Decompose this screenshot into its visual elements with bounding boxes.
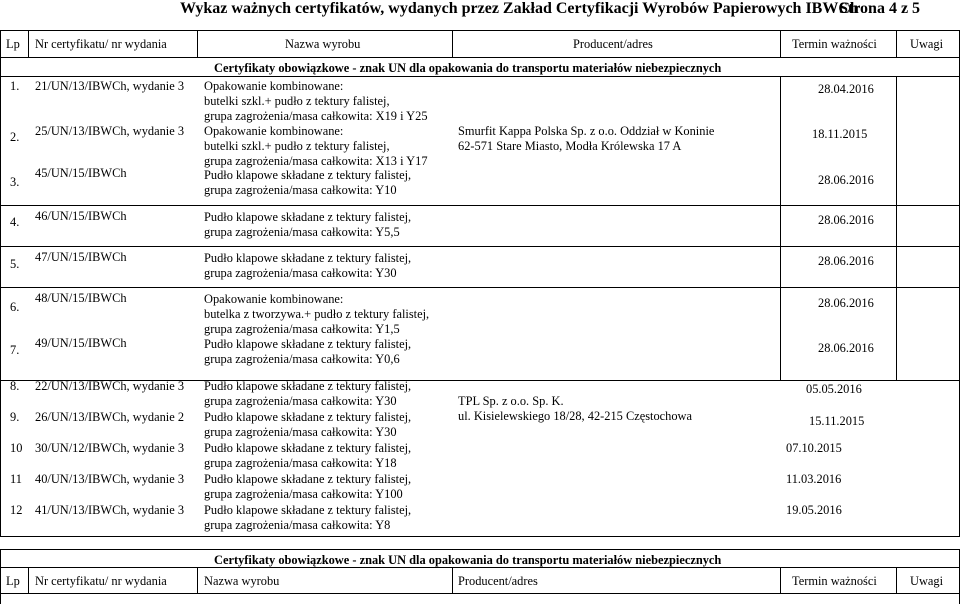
row-12-cert: 41/UN/13/IBWCh, wydanie 3 (35, 503, 185, 517)
page-number: Strona 4 z 5 (839, 0, 921, 17)
row-1-product-line: butelki szkl.+ pudło z tektury falistej, (204, 94, 390, 108)
row-6-lp: 6. (10, 300, 20, 314)
row-12-lp: 12 (10, 503, 23, 517)
row-12-term: 19.05.2016 (786, 503, 842, 517)
rule (0, 287, 960, 288)
row-8-lp: 8. (10, 379, 20, 393)
row-3-lp: 3. (10, 175, 20, 189)
rule (0, 57, 960, 58)
row-6-product-line: butelka z tworzywa.+ pudło z tektury falistej, (204, 307, 430, 321)
footer-col-notes: Uwagi (910, 574, 944, 588)
footer-col-producer: Producent/adres (458, 574, 538, 588)
footer-col-cert: Nr certyfikatu/ nr wydania (35, 574, 167, 588)
rule (780, 567, 781, 593)
row-5-product-line: Pudło klapowe składane z tektury falistej, (204, 251, 412, 265)
rule (780, 76, 781, 381)
row-5-term: 28.06.2016 (818, 254, 874, 268)
rule (0, 567, 960, 568)
row-1-term: 28.04.2016 (818, 82, 874, 96)
producer-1-name: Smurfit Kappa Polska Sp. z o.o. Oddział w Koninie (458, 124, 715, 138)
row-10-product-line: grupa zagrożenia/masa całkowita: Y18 (204, 456, 397, 470)
row-6-term: 28.06.2016 (818, 296, 874, 310)
rule (0, 549, 1, 604)
row-5-product-line: grupa zagrożenia/masa całkowita: Y30 (204, 266, 397, 280)
col-header-notes: Uwagi (910, 37, 944, 51)
rule (0, 57, 1, 537)
row-7-term: 28.06.2016 (818, 341, 874, 355)
row-7-product-line: grupa zagrożenia/masa całkowita: Y0,6 (204, 352, 400, 366)
row-11-lp: 11 (10, 472, 22, 486)
rule (452, 30, 453, 58)
row-5-cert: 47/UN/15/IBWCh (35, 250, 127, 264)
row-12-product-line: grupa zagrożenia/masa całkowita: Y8 (204, 518, 391, 532)
rule (0, 246, 960, 247)
row-2-product-line: butelki szkl.+ pudło z tektury falistej, (204, 139, 390, 153)
row-12-product-line: Pudło klapowe składane z tektury falistej, (204, 503, 412, 517)
row-8-term: 05.05.2016 (806, 382, 862, 396)
row-9-term: 15.11.2015 (809, 414, 865, 428)
footer-col-term: Termin ważności (792, 574, 877, 588)
rule (197, 30, 198, 58)
row-4-cert: 46/UN/15/IBWCh (35, 209, 127, 223)
row-1-product-line: Opakowanie kombinowane: (204, 79, 344, 93)
col-header-producer: Producent/adres (573, 37, 653, 51)
section-title: Certyfikaty obowiązkowe - znak UN dla opakowania do transportu materiałów niebezpiecznych (214, 61, 722, 75)
rule (896, 30, 897, 58)
footer-col-lp: Lp (6, 574, 20, 588)
row-4-term: 28.06.2016 (818, 213, 874, 227)
row-3-cert: 45/UN/15/IBWCh (35, 166, 127, 180)
rule (0, 536, 960, 537)
row-7-product-line: Pudło klapowe składane z tektury falistej, (204, 337, 412, 351)
rule (0, 76, 960, 77)
row-10-product-line: Pudło klapowe składane z tektury falistej, (204, 441, 412, 455)
rule (896, 567, 897, 593)
rule (896, 76, 897, 381)
row-6-product-line: grupa zagrożenia/masa całkowita: Y1,5 (204, 322, 400, 336)
row-11-cert: 40/UN/13/IBWCh, wydanie 3 (35, 472, 185, 486)
row-2-product-line: grupa zagrożenia/masa całkowita: X13 i Y17 (204, 154, 428, 168)
row-2-cert: 25/UN/13/IBWCh, wydanie 3 (35, 124, 185, 138)
row-2-lp: 2. (10, 130, 20, 144)
row-1-cert: 21/UN/13/IBWCh, wydanie 3 (35, 79, 185, 93)
producer-2-address: ul. Kisielewskiego 18/28, 42-215 Częstochowa (458, 409, 693, 423)
row-6-product-line: Opakowanie kombinowane: (204, 292, 344, 306)
row-8-product-line: Pudło klapowe składane z tektury falistej, (204, 379, 412, 393)
row-11-product-line: grupa zagrożenia/masa całkowita: Y100 (204, 487, 403, 501)
rule (0, 30, 1, 58)
row-4-product-line: Pudło klapowe składane z tektury falistej, (204, 210, 412, 224)
row-9-cert: 26/UN/13/IBWCh, wydanie 2 (35, 410, 185, 424)
rule (780, 30, 781, 58)
footer-section-title: Certyfikaty obowiązkowe - znak UN dla opakowania do transportu materiałów niebezpiecznych (214, 553, 722, 567)
row-1-product-line: grupa zagrożenia/masa całkowita: X19 i Y25 (204, 109, 428, 123)
document-title: Wykaz ważnych certyfikatów, wydanych przez Zakład Certyfikacji Wyrobów Papierowych IBWCh (180, 0, 859, 17)
row-10-lp: 10 (10, 441, 23, 455)
row-4-lp: 4. (10, 215, 20, 229)
rule (0, 205, 960, 206)
rule (197, 567, 198, 593)
rule (28, 30, 29, 58)
row-7-lp: 7. (10, 343, 20, 357)
rule (28, 567, 29, 593)
rule (0, 549, 960, 550)
footer-col-product: Nazwa wyrobu (204, 574, 280, 588)
row-3-term: 28.06.2016 (818, 173, 874, 187)
row-11-product-line: Pudło klapowe składane z tektury falistej, (204, 472, 412, 486)
col-header-lp: Lp (6, 37, 20, 51)
row-9-product-line: grupa zagrożenia/masa całkowita: Y30 (204, 425, 397, 439)
producer-1-address: 62-571 Stare Miasto, Modła Królewska 17 A (458, 139, 682, 153)
col-header-term: Termin ważności (792, 37, 877, 51)
row-8-product-line: grupa zagrożenia/masa całkowita: Y30 (204, 394, 397, 408)
row-2-product-line: Opakowanie kombinowane: (204, 124, 344, 138)
row-8-cert: 22/UN/13/IBWCh, wydanie 3 (35, 379, 185, 393)
row-2-term: 18.11.2015 (812, 127, 868, 141)
row-10-cert: 30/UN/12/IBWCh, wydanie 3 (35, 441, 185, 455)
row-6-cert: 48/UN/15/IBWCh (35, 291, 127, 305)
row-5-lp: 5. (10, 257, 20, 271)
row-9-lp: 9. (10, 410, 20, 424)
row-9-product-line: Pudło klapowe składane z tektury falistej, (204, 410, 412, 424)
col-header-cert: Nr certyfikatu/ nr wydania (35, 37, 167, 51)
row-1-lp: 1. (10, 79, 20, 93)
rule (0, 593, 960, 594)
row-4-product-line: grupa zagrożenia/masa całkowita: Y5,5 (204, 225, 400, 239)
row-7-cert: 49/UN/15/IBWCh (35, 336, 127, 350)
row-11-term: 11.03.2016 (786, 472, 842, 486)
row-3-product-line: Pudło klapowe składane z tektury falistej, (204, 168, 412, 182)
row-10-term: 07.10.2015 (786, 441, 842, 455)
producer-2-name: TPL Sp. z o.o. Sp. K. (458, 394, 564, 408)
row-3-product-line: grupa zagrożenia/masa całkowita: Y10 (204, 183, 397, 197)
rule (0, 30, 960, 31)
col-header-product: Nazwa wyrobu (285, 37, 361, 51)
rule (452, 567, 453, 593)
